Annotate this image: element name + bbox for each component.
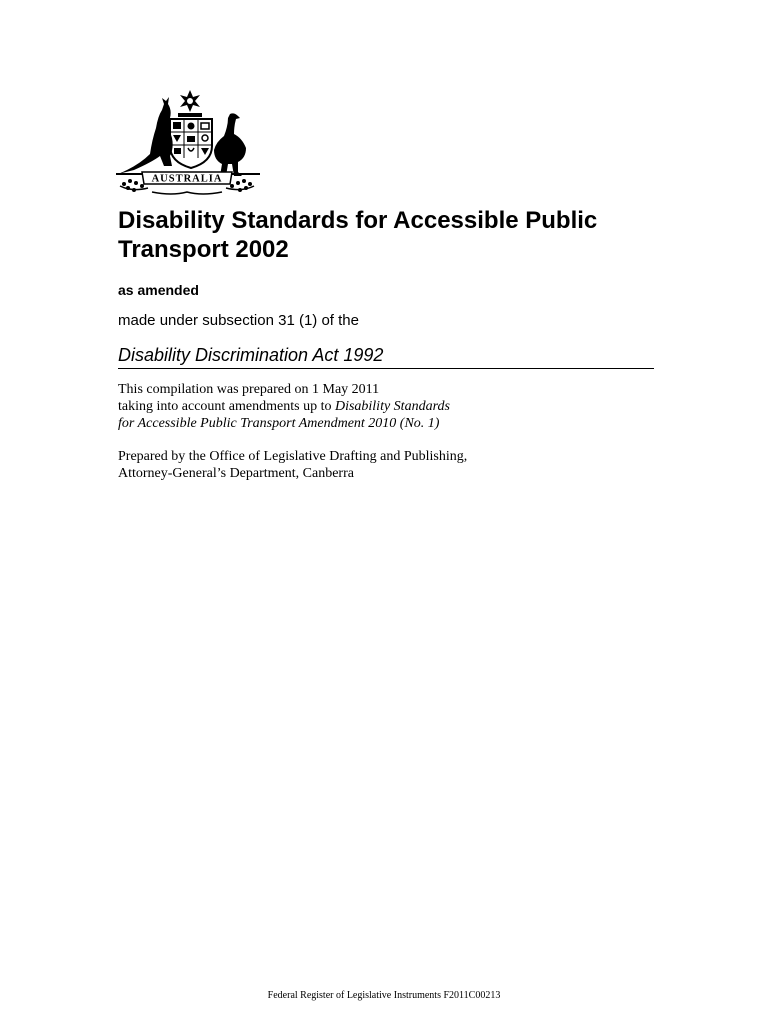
compilation-line-1: This compilation was prepared on 1 May 2011 bbox=[118, 382, 380, 397]
amendment-title-part-2: for Accessible Public Transport Amendment 2010 (No. 1) bbox=[118, 416, 440, 431]
page-footer: Federal Register of Legislative Instruments F2011C00213 bbox=[267, 990, 501, 1001]
crest-banner-text: AUSTRALIA bbox=[151, 173, 223, 185]
compilation-note bbox=[118, 381, 678, 432]
prepared-by-line-2: Attorney-General’s Department, Canberra bbox=[118, 466, 354, 481]
compilation-line-3 bbox=[118, 415, 678, 432]
divider-rule bbox=[118, 368, 654, 369]
compilation-line-2-prefix: taking into account amendments up to bbox=[118, 399, 335, 414]
prepared-by-note bbox=[118, 448, 678, 482]
prepared-by-line-1: Prepared by the Office of Legislative Drafting and Publishing, bbox=[118, 449, 468, 464]
compilation-line-2 bbox=[118, 398, 678, 415]
coat-of-arms-icon bbox=[112, 88, 262, 196]
document-title: Disability Standards for Accessible Public Transport 2002 bbox=[118, 207, 598, 263]
made-under-text: made under subsection 31 (1) of the bbox=[118, 312, 359, 329]
act-name: Disability Discrimination Act 1992 bbox=[118, 345, 384, 365]
subtitle: as amended bbox=[118, 282, 199, 298]
amendment-title-part-1: Disability Standards bbox=[334, 399, 450, 414]
